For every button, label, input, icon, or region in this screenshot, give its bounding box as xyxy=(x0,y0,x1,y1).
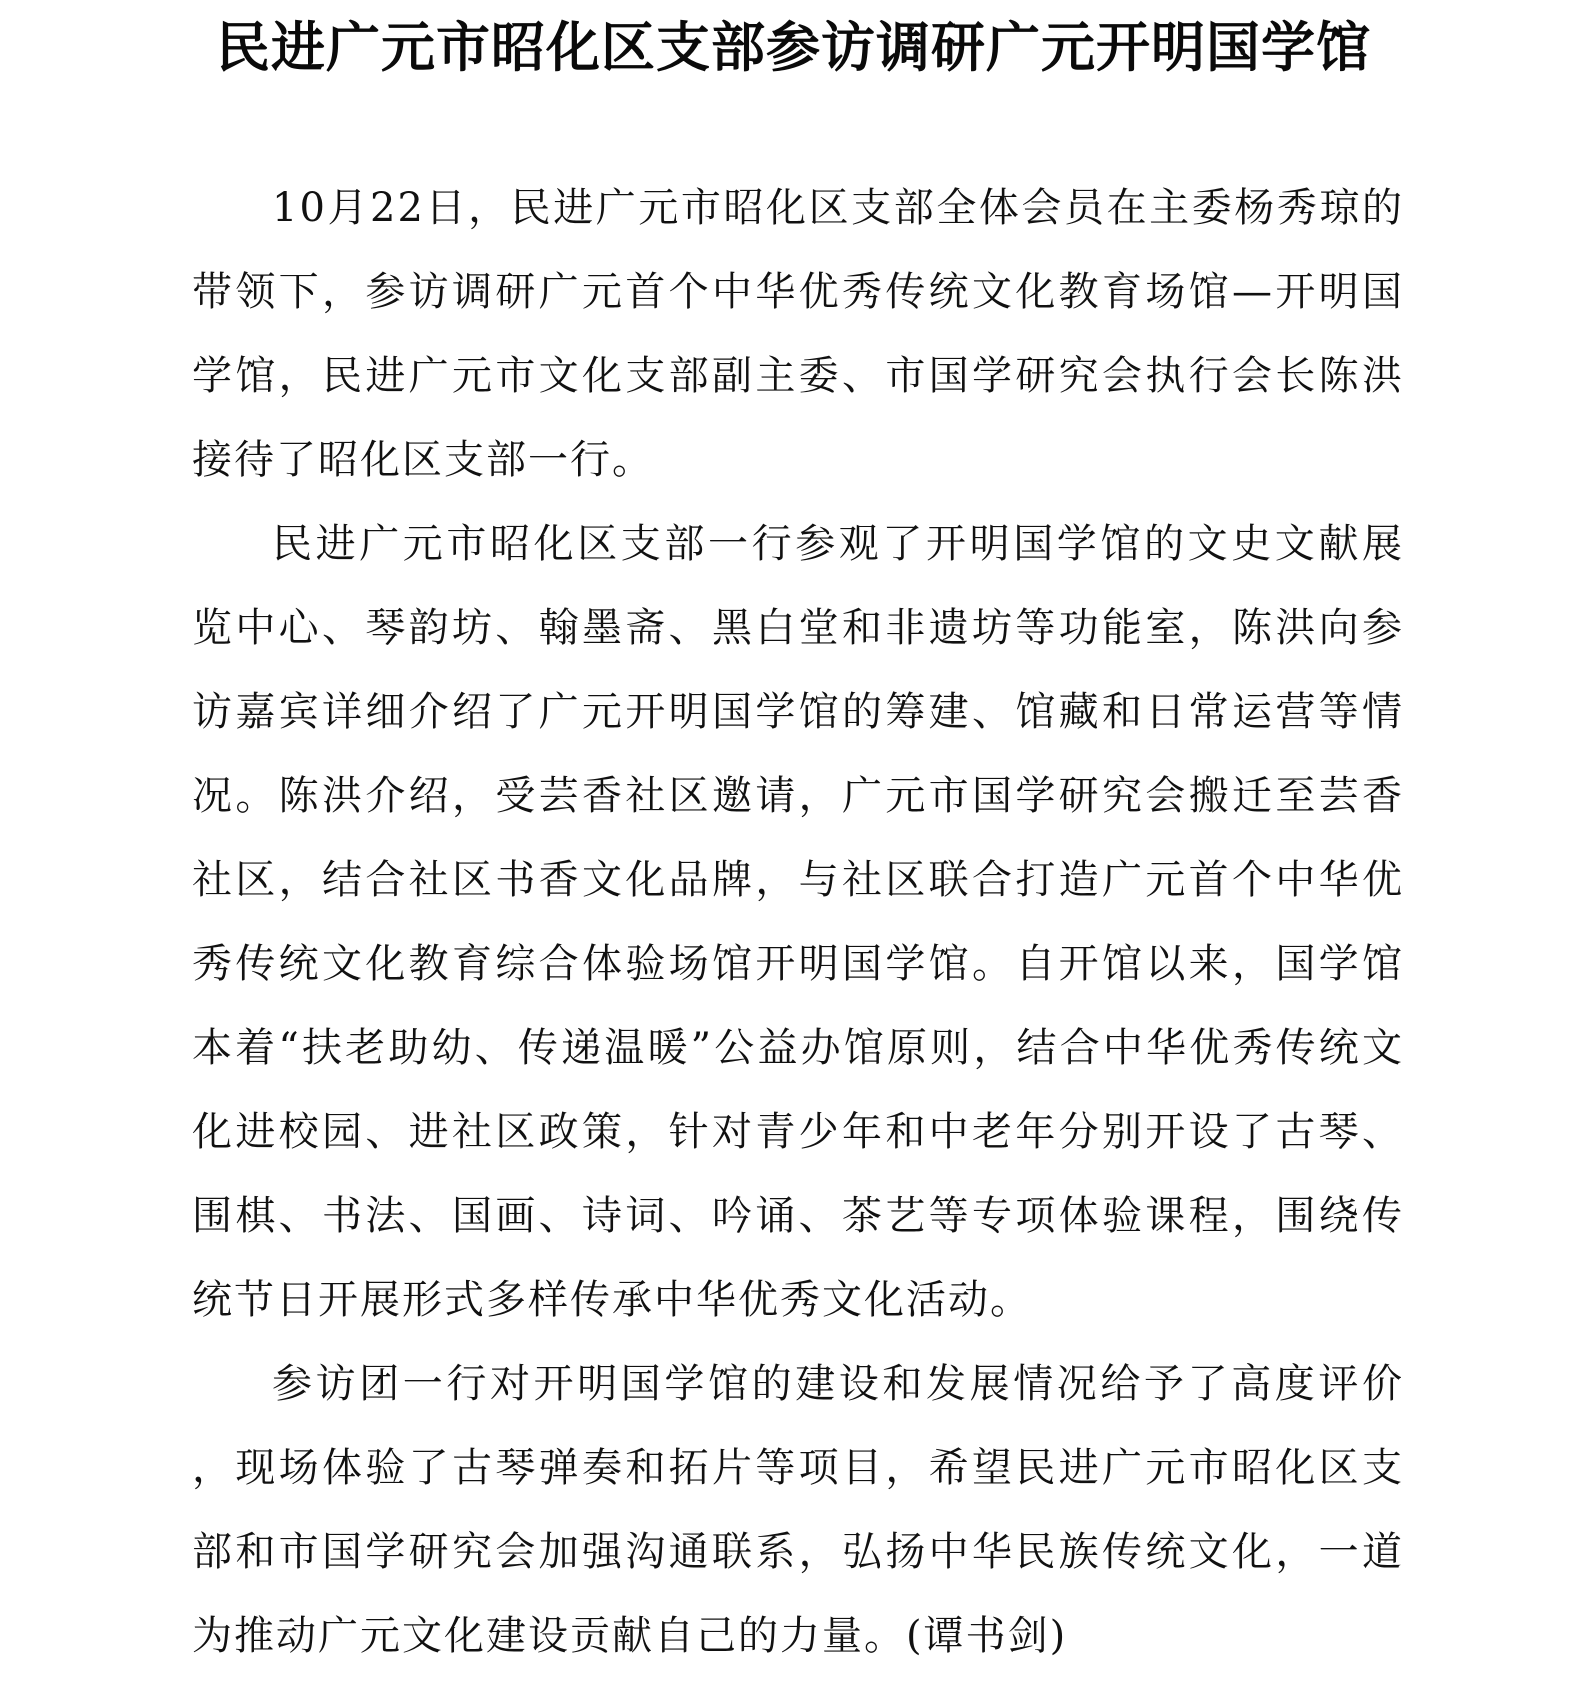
article-title: 民进广元市昭化区支部参访调研广元开明国学馆 xyxy=(216,16,1371,79)
paragraph-1: 10月22日，民进广元市昭化区支部全体会员在主委杨秀琼的带领下，参访调研广元首个中华优秀传统文化教育场馆—开明国学馆，民进广元市文化支部副主委、市国学研究会执行会长陈洪接待了昭化区支部一行。 xyxy=(192,185,1404,483)
article-body xyxy=(192,166,1404,1678)
paragraph-2: 民进广元市昭化区支部一行参观了开明国学馆的文史文献展览中心、琴韵坊、翰墨斋、黑白堂和非遗坊等功能室，陈洪向参访嘉宾详细介绍了广元开明国学馆的筹建、馆藏和日常运营等情况。陈洪介绍，受芸香社区邀请，广元市国学研究会搬迁至芸香社区，结合社区书香文化品牌，与社区联合打造广元首个中华优秀传统文化教育综合体验场馆开明国学馆。自开馆以来，国学馆本着“扶老助幼、传递温暖”公益办馆原则，结合中华优秀传统文化进校园、进社区政策，针对青少年和中老年分别开设了古琴、围棋、书法、国画、诗词、吟诵、茶艺等专项体验课程，围绕传统节日开展形式多样传承中华优秀文化活动。 xyxy=(192,521,1404,1323)
paragraph-3: 参访团一行对开明国学馆的建设和发展情况给予了高度评价，现场体验了古琴弹奏和拓片等项目，希望民进广元市昭化区支部和市国学研究会加强沟通联系，弘扬中华民族传统文化，一道为推动广元文化建设贡献自己的力量。(谭书剑) xyxy=(192,1361,1404,1659)
